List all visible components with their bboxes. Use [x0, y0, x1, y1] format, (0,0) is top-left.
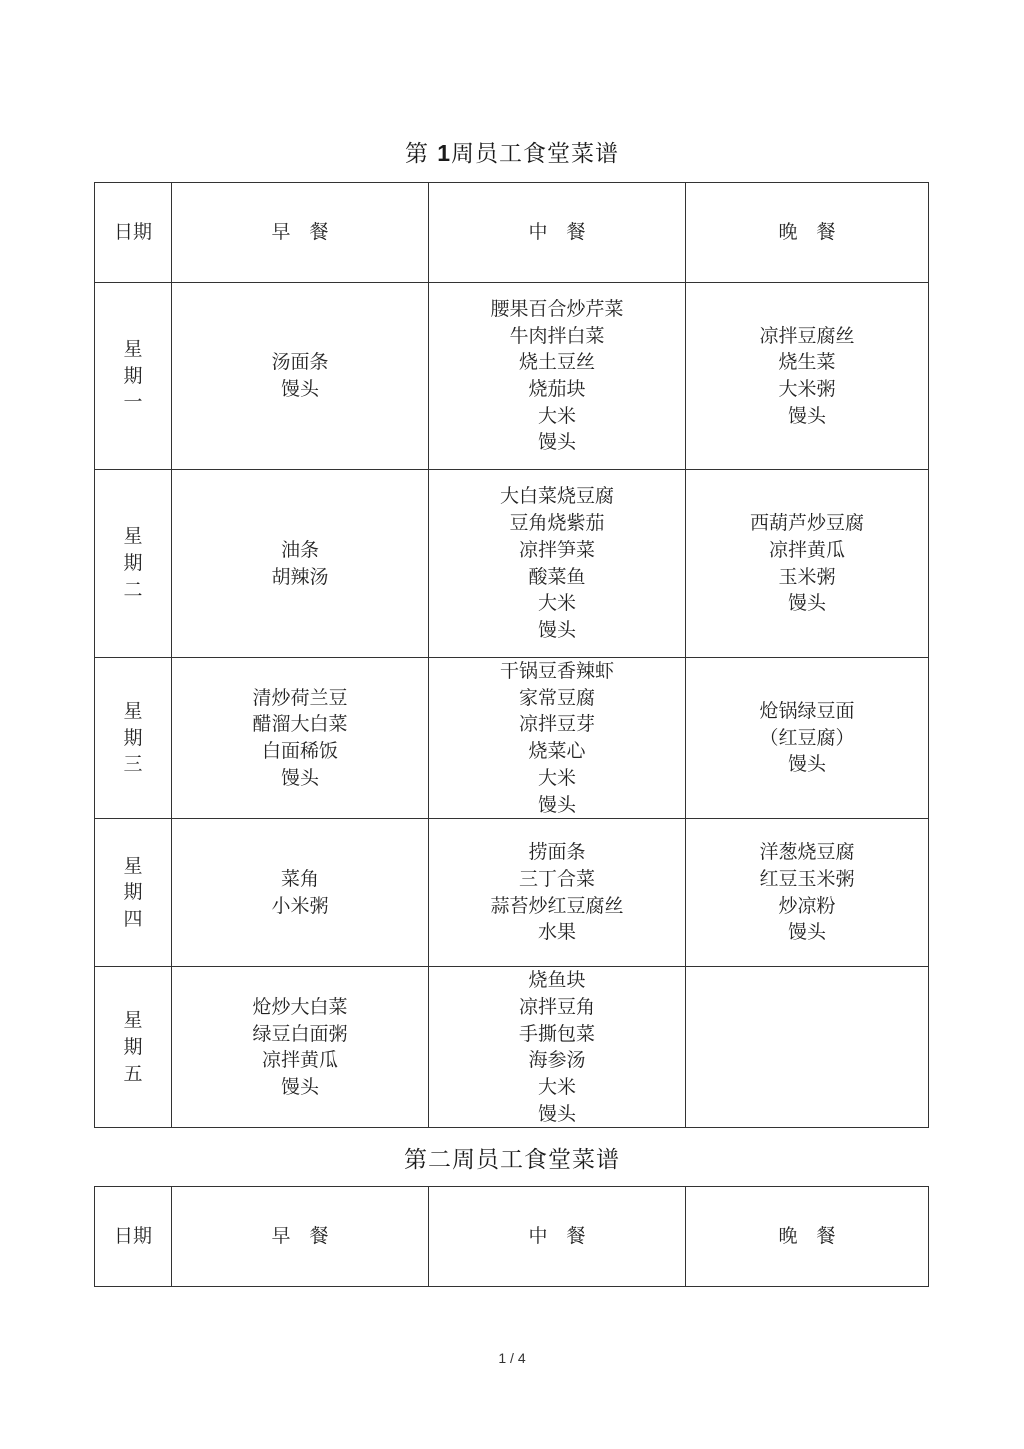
dish-item: 馒头 — [787, 753, 826, 776]
header-lunch — [429, 1187, 686, 1287]
dish-item: 凉拌黄瓜 — [261, 1049, 338, 1072]
dish-item: 炝炒大白菜 — [252, 995, 348, 1018]
dish-item: 西葫芦炒豆腐 — [749, 512, 864, 535]
header-date — [95, 183, 172, 283]
dish-item: 大米 — [537, 1076, 576, 1099]
dish-item: 红豆玉米粥 — [759, 868, 855, 891]
week1-header-row — [95, 183, 929, 283]
menu-row — [95, 283, 929, 470]
breakfast-cell — [172, 819, 429, 967]
dish-item: 馒头 — [280, 378, 319, 400]
dish-item: 烧菜心 — [528, 740, 586, 763]
day-cell — [95, 967, 172, 1128]
dish-item: 大米粥 — [778, 378, 836, 400]
week2-header-row — [95, 1187, 929, 1287]
week1-title-prefix: 第 — [404, 141, 438, 167]
header-lunch — [429, 183, 686, 283]
header-lunch-label: 中 餐 — [528, 1225, 586, 1248]
dish-item: （红豆腐） — [759, 726, 855, 749]
dish-item: 绿豆白面粥 — [252, 1022, 348, 1045]
dish-item: 蒜苔炒红豆腐丝 — [490, 894, 624, 917]
dish-item: 家常豆腐 — [518, 686, 595, 709]
header-date — [95, 1187, 172, 1287]
header-date-label: 日期 — [113, 221, 152, 244]
dish-item: 三丁合菜 — [518, 868, 595, 891]
dish-item: 大白菜烧豆腐 — [499, 485, 614, 508]
dish-item: 馒头 — [787, 921, 826, 944]
menu-row — [95, 819, 929, 967]
day-cell — [95, 470, 172, 658]
dish-item: 馒头 — [537, 431, 576, 454]
dish-item: 腰果百合炒芹菜 — [490, 297, 624, 320]
header-dinner — [686, 183, 929, 283]
dinner-cell — [686, 658, 929, 819]
dish-item: 大米 — [537, 404, 576, 427]
dish-item: 玉米粥 — [778, 565, 836, 588]
dish-item: 馒头 — [280, 766, 319, 789]
dish-item: 海参汤 — [528, 1049, 586, 1072]
dish-item: 馒头 — [787, 592, 826, 615]
header-dinner-label: 晚 餐 — [778, 1225, 836, 1248]
day-label: 星期五 — [123, 1009, 143, 1085]
dish-item: 凉拌笋菜 — [518, 538, 595, 561]
day-cell — [95, 283, 172, 470]
page-number: 1 / 4 — [498, 1350, 526, 1366]
week1-title — [0, 138, 1024, 169]
dish-item: 凉拌豆芽 — [518, 713, 595, 736]
dish-item: 洋葱烧豆腐 — [759, 841, 855, 864]
breakfast-cell — [172, 658, 429, 819]
header-date-label: 日期 — [113, 1225, 152, 1248]
dish-item: 白面稀饭 — [261, 740, 338, 763]
dish-item: 烧鱼块 — [528, 969, 586, 992]
dish-item: 馒头 — [537, 1102, 576, 1125]
header-breakfast — [172, 1187, 429, 1287]
lunch-cell — [429, 283, 686, 470]
breakfast-cell — [172, 967, 429, 1128]
dinner-cell — [686, 283, 929, 470]
week2-menu-table — [94, 1186, 929, 1287]
dish-item: 干锅豆香辣虾 — [499, 660, 614, 682]
header-lunch-label: 中 餐 — [528, 221, 586, 244]
dish-item: 凉拌黄瓜 — [768, 538, 845, 561]
dish-item: 烧茄块 — [528, 378, 586, 400]
dinner-cell — [686, 470, 929, 658]
dinner-cell — [686, 819, 929, 967]
dinner-cell — [686, 967, 929, 1128]
lunch-cell — [429, 819, 686, 967]
dish-item: 菜角 — [280, 868, 319, 891]
header-breakfast-label: 早 餐 — [271, 221, 329, 244]
week1-menu-table — [94, 182, 929, 1128]
dish-item: 烧生菜 — [778, 351, 836, 374]
dish-item: 炝锅绿豆面 — [759, 700, 855, 723]
menu-row — [95, 470, 929, 658]
dish-item: 馒头 — [537, 793, 576, 816]
week1-title-number: 1 — [437, 140, 452, 166]
day-label: 星期四 — [123, 854, 143, 931]
dish-item: 大米 — [537, 592, 576, 615]
lunch-cell — [429, 658, 686, 819]
dish-item: 馒头 — [280, 1076, 319, 1099]
header-breakfast — [172, 183, 429, 283]
dish-item: 汤面条 — [271, 351, 329, 374]
dish-item: 牛肉拌白菜 — [509, 324, 605, 347]
header-dinner — [686, 1187, 929, 1287]
week2-title: 第二周员工食堂菜谱 — [404, 1147, 620, 1173]
day-label: 星期一 — [123, 337, 143, 414]
dish-item: 胡辣汤 — [271, 565, 329, 588]
menu-row — [95, 658, 929, 819]
lunch-cell — [429, 967, 686, 1128]
lunch-cell — [429, 470, 686, 658]
dish-item: 酸菜鱼 — [528, 565, 586, 588]
dish-item: 馒头 — [787, 404, 826, 427]
dish-item: 烧土豆丝 — [518, 351, 595, 374]
dish-item: 凉拌豆腐丝 — [759, 324, 855, 347]
dish-item: 醋溜大白菜 — [252, 713, 348, 736]
dish-item: 小米粥 — [271, 894, 329, 917]
dish-item: 豆角烧紫茄 — [509, 512, 605, 535]
breakfast-cell — [172, 283, 429, 470]
breakfast-cell — [172, 470, 429, 658]
dish-item: 凉拌豆角 — [518, 995, 595, 1018]
dish-item: 油条 — [280, 538, 319, 561]
header-breakfast-label: 早 餐 — [271, 1225, 329, 1248]
dish-item: 水果 — [537, 921, 576, 944]
day-cell — [95, 819, 172, 967]
day-label: 星期二 — [123, 525, 143, 601]
header-dinner-label: 晚 餐 — [778, 221, 836, 244]
day-label: 星期三 — [123, 700, 143, 776]
dish-item: 馒头 — [537, 618, 576, 641]
day-cell — [95, 658, 172, 819]
week1-title-suffix: 周员工食堂菜谱 — [451, 141, 620, 167]
menu-row — [95, 967, 929, 1128]
dish-item: 大米 — [537, 766, 576, 789]
dish-item: 手撕包菜 — [518, 1022, 595, 1045]
dish-item: 炒凉粉 — [778, 894, 836, 917]
dish-item: 捞面条 — [528, 841, 586, 864]
dish-item: 清炒荷兰豆 — [252, 686, 348, 709]
